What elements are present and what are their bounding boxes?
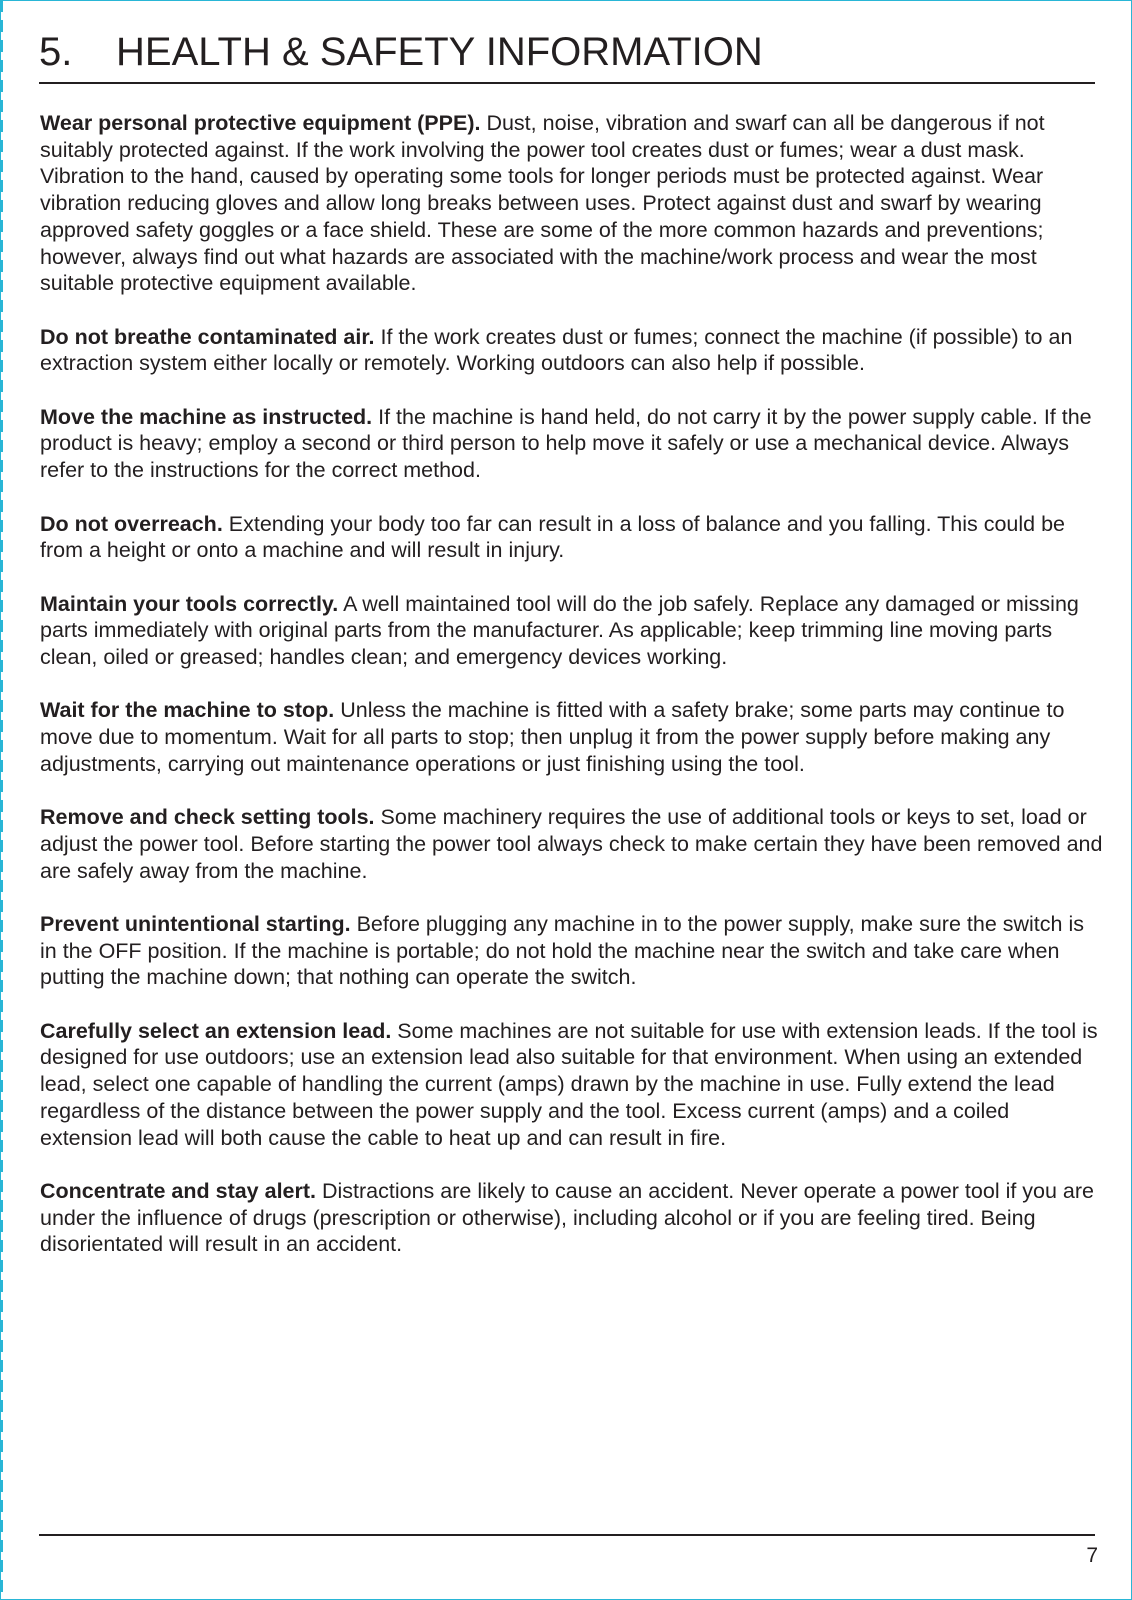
safety-paragraph-ppe: [40, 110, 1104, 297]
paragraph-text: Dust, noise, vibration and swarf can all be dangerous if not suitably protected against. If the work involving the power tool creates dust or fumes; wear a dust mask. Vibration to the hand, caused by operating some tools for longer periods must be protected against. Wear vibration reducing gloves and allow long breaks between uses. Protect against dust and swarf by wearing approved safety goggles or a face shield. These are some of the more common hazards and preventions; however, always find out what hazards are associated with the machine/work process and wear the most suitable protective equipment available.: [40, 111, 1045, 296]
paragraph-text: A well maintained tool will do the job safely. Replace any damaged or missing parts immediately with original parts from the manufacturer. As applicable; keep trimming line moving parts clean, oiled or greased; handles clean; and emergency devices working.: [40, 591, 1079, 669]
safety-paragraph-wait: [40, 697, 1104, 777]
footer-rule: [39, 1534, 1095, 1536]
paragraph-heading: Wait for the machine to stop.: [40, 698, 335, 723]
section-title: HEALTH & SAFETY INFORMATION: [116, 30, 763, 74]
paragraph-heading: Prevent unintentional starting.: [40, 911, 351, 936]
paragraph-heading: Concentrate and stay alert.: [40, 1178, 317, 1203]
safety-paragraph-extension-lead: [40, 1018, 1104, 1152]
section-heading: [39, 28, 1094, 76]
paragraph-text: Before plugging any machine in to the power supply, make sure the switch is in the OFF position. If the machine is portable; do not hold the machine near the switch and take care when putting the machine down; that nothing can operate the switch.: [40, 911, 1084, 990]
safety-content: [40, 110, 1104, 1285]
paragraph-text: Distractions are likely to cause an accident. Never operate a power tool if you are under the influence of drugs (prescription or otherwise), including alcohol or if you are feeling tired. Being disorientated will result in an accident.: [40, 1178, 1095, 1257]
section-number: 5.: [39, 30, 73, 74]
paragraph-text: If the machine is hand held, do not carry it by the power supply cable. If the product is heavy; employ a second or third person to help move it safely or use a mechanical device. Always refer to the instructions for the correct method.: [40, 404, 1092, 483]
paragraph-heading: Wear personal protective equipment (PPE).: [40, 111, 481, 135]
safety-paragraph-alert: [40, 1178, 1104, 1258]
safety-paragraph-maintain: [40, 591, 1104, 671]
paragraph-heading: Maintain your tools correctly.: [40, 591, 339, 616]
paragraph-text: Some machinery requires the use of additional tools or keys to set, load or adjust the power tool. Before starting the power tool always check to make certain they have been removed and are safely away from the machine.: [40, 805, 1103, 883]
safety-paragraph-setting-tools: [40, 804, 1104, 884]
safety-paragraph-move: [40, 404, 1104, 484]
paragraph-heading: Carefully select an extension lead.: [40, 1018, 392, 1043]
heading-rule: [39, 82, 1095, 84]
paragraph-text: Unless the machine is fitted with a safety brake; some parts may continue to move due to momentum. Wait for all parts to stop; then unplug it from the power supply before making any adjustments, carrying out maintenance operations or just finishing using the tool.: [40, 698, 1065, 776]
paragraph-text: Extending your body too far can result in a loss of balance and you falling. This could be from a height or onto a machine and will result in injury.: [40, 511, 1066, 563]
safety-paragraph-air: [40, 324, 1104, 377]
paragraph-heading: Do not overreach.: [40, 511, 223, 536]
page-number: 7: [1086, 1544, 1098, 1567]
paragraph-heading: Remove and check setting tools.: [40, 805, 375, 830]
safety-paragraph-starting: [40, 911, 1104, 991]
paragraph-heading: Move the machine as instructed.: [40, 404, 373, 429]
left-edge-dashes: [0, 0, 3, 1600]
paragraph-text: Some machines are not suitable for use with extension leads. If the tool is designed for use outdoors; use an extension lead also suitable for that environment. When using an extended lead, select one capable of handling the current (amps) drawn by the machine in use. Fully extend the lead regardless of the distance between the power supply and the tool. Excess current (amps) and a coiled extension lead will both cause the cable to heat up and can result in fire.: [40, 1018, 1098, 1150]
paragraph-heading: Do not breathe contaminated air.: [40, 324, 375, 349]
paragraph-text: If the work creates dust or fumes; connect the machine (if possible) to an extraction system either locally or remotely. Working outdoors can also help if possible.: [40, 324, 1073, 376]
safety-paragraph-overreach: [40, 511, 1104, 564]
